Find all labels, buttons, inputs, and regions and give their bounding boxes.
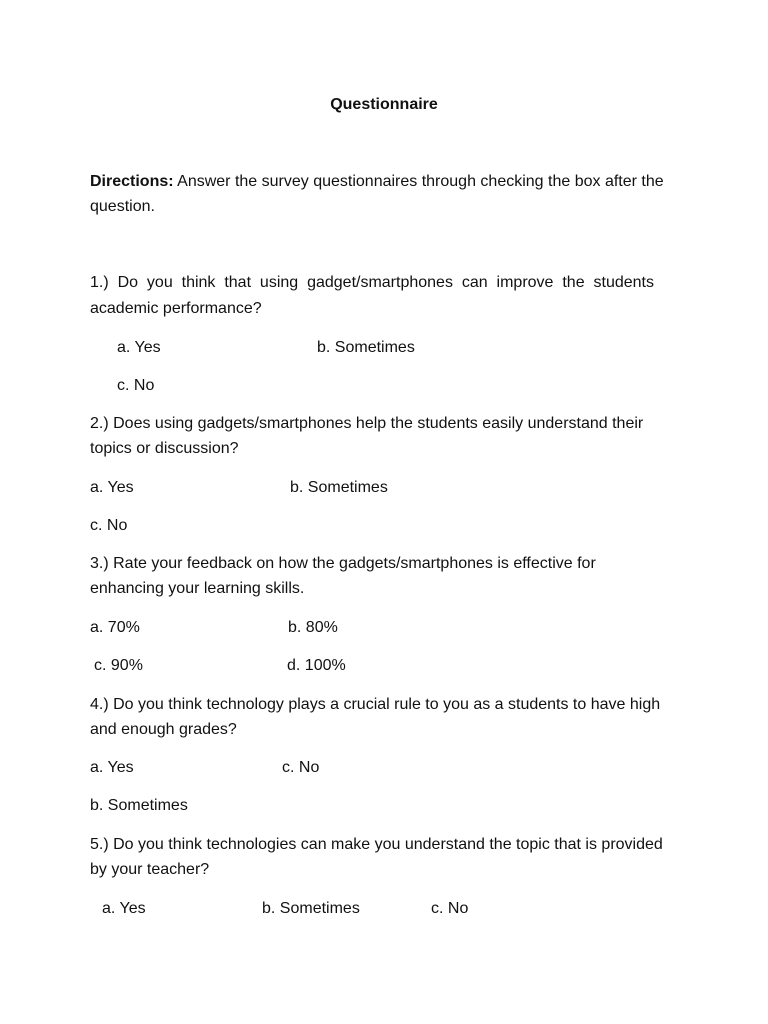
- directions-line-2: question.: [90, 198, 155, 215]
- q5-option-yes: a. Yes: [102, 900, 146, 917]
- q4-option-sometimes: b. Sometimes: [90, 797, 188, 814]
- q4-option-yes: a. Yes: [90, 759, 134, 776]
- q1-option-yes: a. Yes: [117, 339, 161, 356]
- q2-option-no: c. No: [90, 517, 128, 534]
- question-2-text-cont: topics or discussion?: [90, 440, 239, 457]
- document-title: Questionnaire: [330, 96, 438, 113]
- q5-option-sometimes: b. Sometimes: [262, 900, 360, 917]
- q5-option-no: c. No: [431, 900, 469, 917]
- question-5-text: 5.) Do you think technologies can make you understand the topic that is provided: [90, 836, 663, 853]
- q3-option-80: b. 80%: [288, 619, 338, 636]
- q3-option-70: a. 70%: [90, 619, 140, 636]
- question-4-text: 4.) Do you think technology plays a crucial rule to you as a students to have high: [90, 696, 661, 713]
- directions-label: Directions:: [90, 173, 174, 190]
- question-4-text-cont: and enough grades?: [90, 721, 237, 738]
- q2-option-sometimes: b. Sometimes: [290, 479, 388, 496]
- q3-option-90: c. 90%: [94, 657, 143, 674]
- question-1-text: 1.) Do you think that using gadget/smartphones can improve the students: [90, 274, 654, 291]
- directions-line-1: [90, 172, 664, 192]
- q2-option-yes: a. Yes: [90, 479, 134, 496]
- question-3-text-cont: enhancing your learning skills.: [90, 580, 305, 597]
- q4-option-no: c. No: [282, 759, 320, 776]
- directions-text: Answer the survey questionnaires through checking the box after the: [177, 173, 664, 190]
- q1-option-sometimes: b. Sometimes: [317, 339, 415, 356]
- question-5-text-cont: by your teacher?: [90, 861, 210, 878]
- question-2-text: 2.) Does using gadgets/smartphones help the students easily understand their: [90, 415, 644, 432]
- q1-option-no: c. No: [117, 377, 155, 394]
- question-1-text-cont: academic performance?: [90, 300, 262, 317]
- question-3-text: 3.) Rate your feedback on how the gadgets/smartphones is effective for: [90, 555, 596, 572]
- q3-option-100: d. 100%: [287, 657, 346, 674]
